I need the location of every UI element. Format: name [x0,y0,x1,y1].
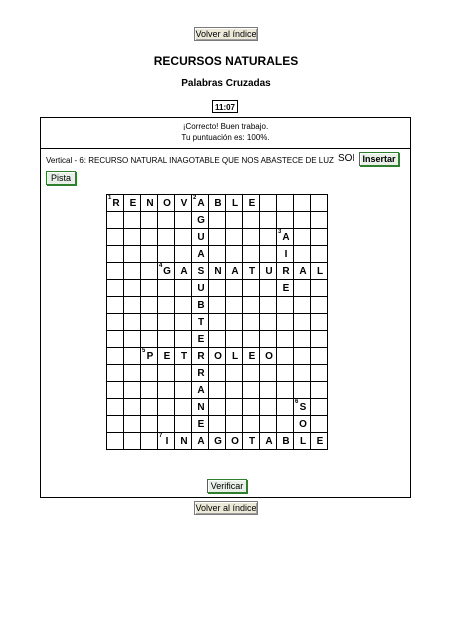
grid-cell[interactable] [311,433,328,450]
grid-cell[interactable] [260,212,277,229]
grid-cell[interactable] [226,314,243,331]
grid-cell[interactable] [124,280,141,297]
grid-cell[interactable] [192,433,209,450]
cell-letter: A [197,435,205,447]
grid-cell[interactable] [192,263,209,280]
grid-cell[interactable] [192,229,209,246]
grid-cell[interactable] [192,246,209,263]
cell-letter: O [299,418,307,430]
cell-letter: E [163,350,171,362]
grid-cell[interactable] [277,314,294,331]
grid-cell[interactable] [226,382,243,399]
grid-cell[interactable] [209,348,226,365]
grid-cell[interactable] [209,229,226,246]
grid-cell[interactable] [294,212,311,229]
insert-button[interactable]: Insertar [359,152,399,166]
grid-cell[interactable] [294,314,311,331]
grid-cell[interactable] [294,195,311,212]
grid-cell[interactable] [107,314,124,331]
grid-cell[interactable] [124,229,141,246]
grid-cell[interactable] [294,246,311,263]
grid-cell[interactable] [260,433,277,450]
grid-row [107,229,328,246]
cell-letter: O [231,435,239,447]
grid-cell[interactable] [107,297,124,314]
page-title: RECURSOS NATURALES [153,54,299,68]
grid-cell[interactable] [158,195,175,212]
grid-cell[interactable] [192,365,209,382]
grid-cell[interactable] [226,212,243,229]
grid-cell[interactable] [277,331,294,348]
grid-cell[interactable] [294,365,311,382]
grid-cell[interactable] [209,382,226,399]
grid-cell[interactable] [311,314,328,331]
grid-cell[interactable] [209,416,226,433]
grid-row [107,416,328,433]
grid-cell[interactable] [175,399,192,416]
cell-letter: I [165,435,169,447]
grid-cell[interactable] [158,416,175,433]
grid-cell[interactable] [124,297,141,314]
grid-cell[interactable] [260,382,277,399]
grid-cell[interactable] [294,348,311,365]
grid-cell[interactable] [175,280,192,297]
grid-cell[interactable] [209,263,226,280]
grid-cell[interactable] [107,195,124,212]
grid-cell[interactable] [141,348,158,365]
answer-input[interactable] [338,152,354,164]
grid-cell[interactable] [277,195,294,212]
grid-cell[interactable] [158,399,175,416]
grid-cell[interactable] [277,433,294,450]
grid-cell[interactable] [277,280,294,297]
grid-cell[interactable] [192,382,209,399]
grid-cell[interactable] [124,263,141,280]
grid-cell[interactable] [175,212,192,229]
grid-cell[interactable] [226,229,243,246]
grid-cell[interactable] [141,382,158,399]
grid-cell[interactable] [260,280,277,297]
grid-cell[interactable] [226,348,243,365]
clue-number: 6 [295,399,299,405]
grid-cell[interactable] [209,195,226,212]
grid-cell[interactable] [158,212,175,229]
grid-row [107,246,328,263]
cell-letter: V [180,197,188,209]
cell-letter: O [265,350,273,362]
grid-cell[interactable] [243,280,260,297]
grid-cell[interactable] [226,246,243,263]
grid-cell[interactable] [277,246,294,263]
grid-cell[interactable] [107,382,124,399]
grid-cell[interactable] [294,297,311,314]
grid-cell[interactable] [175,297,192,314]
grid-cell[interactable] [107,433,124,450]
crossword-grid [106,194,328,450]
grid-cell[interactable] [311,348,328,365]
grid-cell[interactable] [141,399,158,416]
cell-letter: R [112,197,120,209]
grid-cell[interactable] [311,399,328,416]
grid-cell[interactable] [158,280,175,297]
cell-letter: U [197,231,205,243]
grid-cell[interactable] [107,212,124,229]
grid-cell[interactable] [158,246,175,263]
cell-letter: A [299,265,307,277]
grid-cell[interactable] [158,314,175,331]
grid-row [107,433,328,450]
grid-cell[interactable] [243,297,260,314]
grid-cell[interactable] [192,331,209,348]
grid-cell[interactable] [311,280,328,297]
grid-cell[interactable] [243,314,260,331]
grid-cell[interactable] [311,297,328,314]
grid-cell[interactable] [226,365,243,382]
grid-cell[interactable] [260,399,277,416]
grid-cell[interactable] [141,314,158,331]
grid-cell[interactable] [175,229,192,246]
cell-letter: E [197,333,205,345]
grid-cell[interactable] [209,331,226,348]
cell-letter: G [214,435,222,447]
grid-cell[interactable] [124,399,141,416]
grid-cell[interactable] [311,365,328,382]
grid-cell[interactable] [209,433,226,450]
grid-cell[interactable] [226,195,243,212]
grid-cell[interactable] [294,433,311,450]
grid-cell[interactable] [175,246,192,263]
cell-letter: T [248,265,256,277]
cell-letter: N [146,197,154,209]
cell-letter: T [197,316,205,328]
grid-cell[interactable] [141,229,158,246]
grid-cell[interactable] [209,246,226,263]
grid-cell[interactable] [260,348,277,365]
grid-cell[interactable] [311,212,328,229]
grid-cell[interactable] [260,195,277,212]
grid-cell[interactable] [175,382,192,399]
clue-text: Vertical - 6: RECURSO NATURAL INAGOTABLE QUE NOS ABASTECE DE LUZ [46,156,334,165]
grid-cell[interactable] [226,280,243,297]
cell-letter: N [197,401,205,413]
clue-number: 2 [193,195,197,201]
grid-cell[interactable] [209,212,226,229]
grid-cell[interactable] [243,399,260,416]
grid-cell[interactable] [243,331,260,348]
grid-cell[interactable] [141,263,158,280]
clue-number: 5 [142,348,146,354]
cell-letter: A [197,197,205,209]
cell-letter: A [265,435,273,447]
grid-cell[interactable] [141,195,158,212]
grid-cell[interactable] [243,229,260,246]
cell-letter: U [197,282,205,294]
grid-cell[interactable] [141,297,158,314]
grid-row [107,195,328,212]
grid-row [107,331,328,348]
cell-letter: I [284,248,288,260]
cell-letter: O [163,197,171,209]
cell-letter: E [282,282,290,294]
cell-letter: P [146,350,154,362]
cell-letter: E [197,418,205,430]
grid-cell[interactable] [294,416,311,433]
grid-cell[interactable] [311,195,328,212]
grid-row [107,263,328,280]
cell-letter: B [282,435,290,447]
grid-cell[interactable] [277,365,294,382]
grid-cell[interactable] [260,331,277,348]
grid-cell[interactable] [175,263,192,280]
grid-cell[interactable] [107,246,124,263]
cell-letter: L [316,265,324,277]
grid-cell[interactable] [294,229,311,246]
grid-cell[interactable] [158,229,175,246]
grid-cell[interactable] [124,195,141,212]
cell-letter: T [180,350,188,362]
grid-cell[interactable] [158,263,175,280]
cell-letter: L [231,350,239,362]
cell-letter: S [299,401,307,413]
score-message: Tu puntuación es: 100%. [181,133,270,142]
grid-cell[interactable] [226,433,243,450]
cell-letter: R [197,367,205,379]
cell-letter: B [197,299,205,311]
grid-cell[interactable] [124,382,141,399]
grid-row [107,212,328,229]
page-subtitle: Palabras Cruzadas [181,78,271,89]
clue-number: 4 [159,263,163,269]
cell-letter: N [180,435,188,447]
grid-cell[interactable] [226,263,243,280]
grid-cell[interactable] [107,331,124,348]
grid-cell[interactable] [141,416,158,433]
grid-row [107,365,328,382]
cell-letter: O [214,350,222,362]
grid-cell[interactable] [175,348,192,365]
grid-cell[interactable] [311,263,328,280]
grid-cell[interactable] [277,348,294,365]
grid-cell[interactable] [107,229,124,246]
result-message: ¡Correcto! Buen trabajo. [182,122,269,131]
cell-letter: U [265,265,273,277]
grid-cell[interactable] [294,331,311,348]
grid-cell[interactable] [226,399,243,416]
grid-cell[interactable] [192,399,209,416]
grid-cell[interactable] [192,416,209,433]
grid-cell[interactable] [175,195,192,212]
grid-cell[interactable] [107,416,124,433]
grid-cell[interactable] [141,246,158,263]
back-to-index-button-bottom[interactable]: Volver al índice [195,503,257,513]
grid-row [107,399,328,416]
grid-cell[interactable] [311,416,328,433]
cell-letter: E [316,435,324,447]
grid-cell[interactable] [158,433,175,450]
result-panel [40,117,411,149]
grid-cell[interactable] [243,416,260,433]
grid-cell[interactable] [243,365,260,382]
grid-cell[interactable] [294,280,311,297]
clue-number: 1 [108,195,112,201]
grid-row [107,348,328,365]
grid-cell[interactable] [294,382,311,399]
grid-cell[interactable] [311,331,328,348]
grid-cell[interactable] [124,416,141,433]
grid-cell[interactable] [107,280,124,297]
cell-letter: A [282,231,290,243]
cell-letter: A [180,265,188,277]
cell-letter: E [129,197,137,209]
grid-cell[interactable] [158,348,175,365]
grid-cell[interactable] [158,297,175,314]
grid-cell[interactable] [209,365,226,382]
grid-cell[interactable] [226,297,243,314]
grid-cell[interactable] [243,433,260,450]
cell-letter: T [248,435,256,447]
grid-cell[interactable] [141,212,158,229]
grid-cell[interactable] [175,433,192,450]
grid-cell[interactable] [243,246,260,263]
grid-row [107,382,328,399]
grid-cell[interactable] [175,416,192,433]
grid-cell[interactable] [260,365,277,382]
grid-cell[interactable] [277,212,294,229]
grid-cell[interactable] [260,246,277,263]
grid-cell[interactable] [192,280,209,297]
cell-letter: E [248,350,256,362]
grid-cell[interactable] [243,382,260,399]
grid-cell[interactable] [141,331,158,348]
grid-cell[interactable] [107,348,124,365]
cell-letter: B [214,197,222,209]
grid-cell[interactable] [107,263,124,280]
grid-cell[interactable] [192,297,209,314]
grid-cell[interactable] [243,212,260,229]
grid-cell[interactable] [260,229,277,246]
cell-letter: S [197,265,205,277]
grid-cell[interactable] [107,399,124,416]
clue-number: 7 [159,433,163,439]
grid-cell[interactable] [158,365,175,382]
grid-cell[interactable] [311,246,328,263]
grid-cell[interactable] [158,331,175,348]
grid-cell[interactable] [311,382,328,399]
timer: 11:07 [212,100,238,113]
grid-cell[interactable] [141,365,158,382]
grid-cell[interactable] [209,399,226,416]
grid-cell[interactable] [175,365,192,382]
cell-letter: E [248,197,256,209]
cell-letter: A [197,248,205,260]
cell-letter: A [197,384,205,396]
grid-cell[interactable] [209,314,226,331]
cell-letter: A [231,265,239,277]
back-to-index-button-top[interactable]: Volver al índice [195,29,257,39]
grid-cell[interactable] [226,331,243,348]
grid-cell[interactable] [107,365,124,382]
grid-cell[interactable] [294,263,311,280]
grid-cell[interactable] [141,433,158,450]
cell-letter: G [163,265,171,277]
grid-cell[interactable] [192,348,209,365]
grid-cell[interactable] [141,280,158,297]
grid-cell[interactable] [277,416,294,433]
grid-cell[interactable] [277,382,294,399]
grid-cell[interactable] [175,314,192,331]
grid-row [107,297,328,314]
grid-cell[interactable] [277,399,294,416]
grid-cell[interactable] [124,331,141,348]
cell-letter: N [214,265,222,277]
grid-cell[interactable] [311,229,328,246]
grid-cell[interactable] [277,263,294,280]
grid-cell[interactable] [158,382,175,399]
grid-cell[interactable] [294,399,311,416]
grid-cell[interactable] [277,297,294,314]
grid-cell[interactable] [175,331,192,348]
hint-button[interactable]: Pista [46,171,76,185]
grid-cell[interactable] [124,246,141,263]
clue-number: 3 [278,229,282,235]
grid-cell[interactable] [209,297,226,314]
grid-cell[interactable] [260,297,277,314]
grid-cell[interactable] [124,212,141,229]
grid-cell[interactable] [277,229,294,246]
cell-letter: R [197,350,205,362]
grid-cell[interactable] [243,263,260,280]
grid-cell[interactable] [260,314,277,331]
grid-cell[interactable] [226,416,243,433]
grid-cell[interactable] [124,433,141,450]
grid-cell[interactable] [209,280,226,297]
cell-letter: L [231,197,239,209]
grid-cell[interactable] [124,314,141,331]
grid-cell[interactable] [243,348,260,365]
verify-button[interactable]: Verificar [207,479,247,493]
grid-row [107,314,328,331]
grid-cell[interactable] [124,365,141,382]
grid-cell[interactable] [192,212,209,229]
grid-cell[interactable] [260,416,277,433]
grid-cell[interactable] [192,314,209,331]
grid-row [107,280,328,297]
grid-cell[interactable] [260,263,277,280]
cell-letter: L [299,435,307,447]
cell-letter: G [197,214,205,226]
grid-cell[interactable] [124,348,141,365]
cell-letter: R [282,265,290,277]
grid-cell[interactable] [243,195,260,212]
grid-cell[interactable] [192,195,209,212]
